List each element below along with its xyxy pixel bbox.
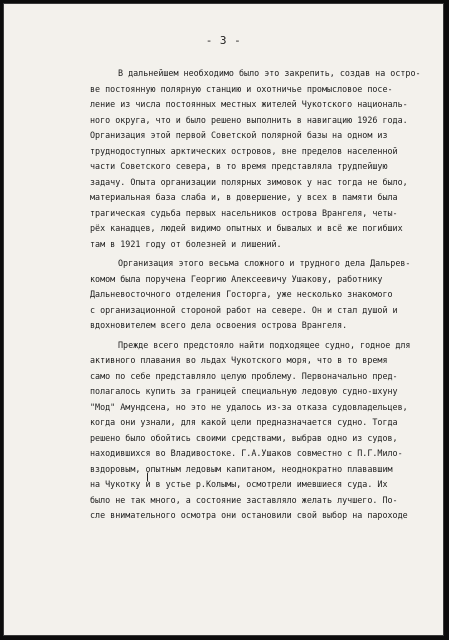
text-line: было не так много, а состояние заставляло желать лучшего. По- <box>90 494 398 505</box>
text-line: ного округа, что и было решено выполнить в навигацию 1926 года. <box>90 114 408 125</box>
text-line: Прежде всего предстояло найти подходящее судно, годное для <box>118 339 411 350</box>
text-line: В дальнейшем необходимо было это закрепить, создав на остро- <box>118 68 421 78</box>
text-line: ве постоянную полярную станцию и охотничье промысловое посе- <box>90 83 393 94</box>
paragraph <box>90 338 438 524</box>
text-line: трагическая судьба первых насельников острова Врангеля, четы- <box>90 207 398 218</box>
text-line: вдохновителем всего дела освоения острова Врангеля. <box>90 320 348 330</box>
text-line: рёх канадцев, людей видимо опытных и бывалых и всё же погибших <box>90 223 403 233</box>
document-body <box>90 66 438 528</box>
paragraph <box>90 66 438 252</box>
text-line: "Мод" Амундсена, но это не удалось из-за отказа судовладельцев, <box>90 401 408 412</box>
text-line: части Советского севера, в то время представляла трудпейшую <box>90 161 388 171</box>
ink-mark <box>147 472 154 482</box>
text-line: когда они узнали, для какой цели предназначается судно. Тогда <box>90 417 398 427</box>
text-line: Организация этой первой Советской полярной базы на одном из <box>90 130 388 140</box>
text-line: материальная база слаба и, в довершение, у всех в памяти была <box>90 192 398 202</box>
text-line: Дальневосточного отделения Госторга, уже несколько знакомого <box>90 289 393 299</box>
text-line: с организационной стороной работ на севере. Он и стал душой и <box>90 304 398 315</box>
document-page <box>3 3 444 636</box>
text-line: само по себе представляло целую проблему. Первоначально пред- <box>90 370 398 381</box>
text-line: на Чукотку и в устье р.Колымы, осмотрели имевшиеся суда. Их <box>90 479 388 489</box>
text-line: вздоровым, опытным ледовым капитаном, неоднократно плававшим <box>90 463 393 474</box>
text-line: сле внимательного осмотра они остановили свой выбор на пароходе <box>90 510 408 520</box>
paragraph <box>90 256 438 334</box>
text-line: решено было обойтись своими средствами, выбрав одно из судов, <box>90 432 398 443</box>
text-line: полагалось купить за границей специальную ледовую судно-шхуну <box>90 386 398 396</box>
text-line: ление из числа постоянных местных жителей Чукотского националь- <box>90 99 408 109</box>
text-line: там в 1921 году от болезней и лишений. <box>90 238 282 249</box>
page-number: - 3 - <box>205 34 242 47</box>
text-line: комом была поручена Георгию Алексеевичу Ушакову, работнику <box>90 273 383 284</box>
text-line: активного плавания во льдах Чукотского моря, что в то время <box>90 355 388 365</box>
text-line: труднодоступных арктических островов, вне пределов населенной <box>90 145 398 156</box>
text-line: находившихся во Владивостоке. Г.А.Ушаков совместно с П.Г.Мило- <box>90 448 403 458</box>
text-line: задачу. Опыта организации полярных зимовок у нас тогда не было, <box>90 176 408 187</box>
text-line: Организация этого весьма сложного и трудного дела Дальрев- <box>118 258 411 268</box>
